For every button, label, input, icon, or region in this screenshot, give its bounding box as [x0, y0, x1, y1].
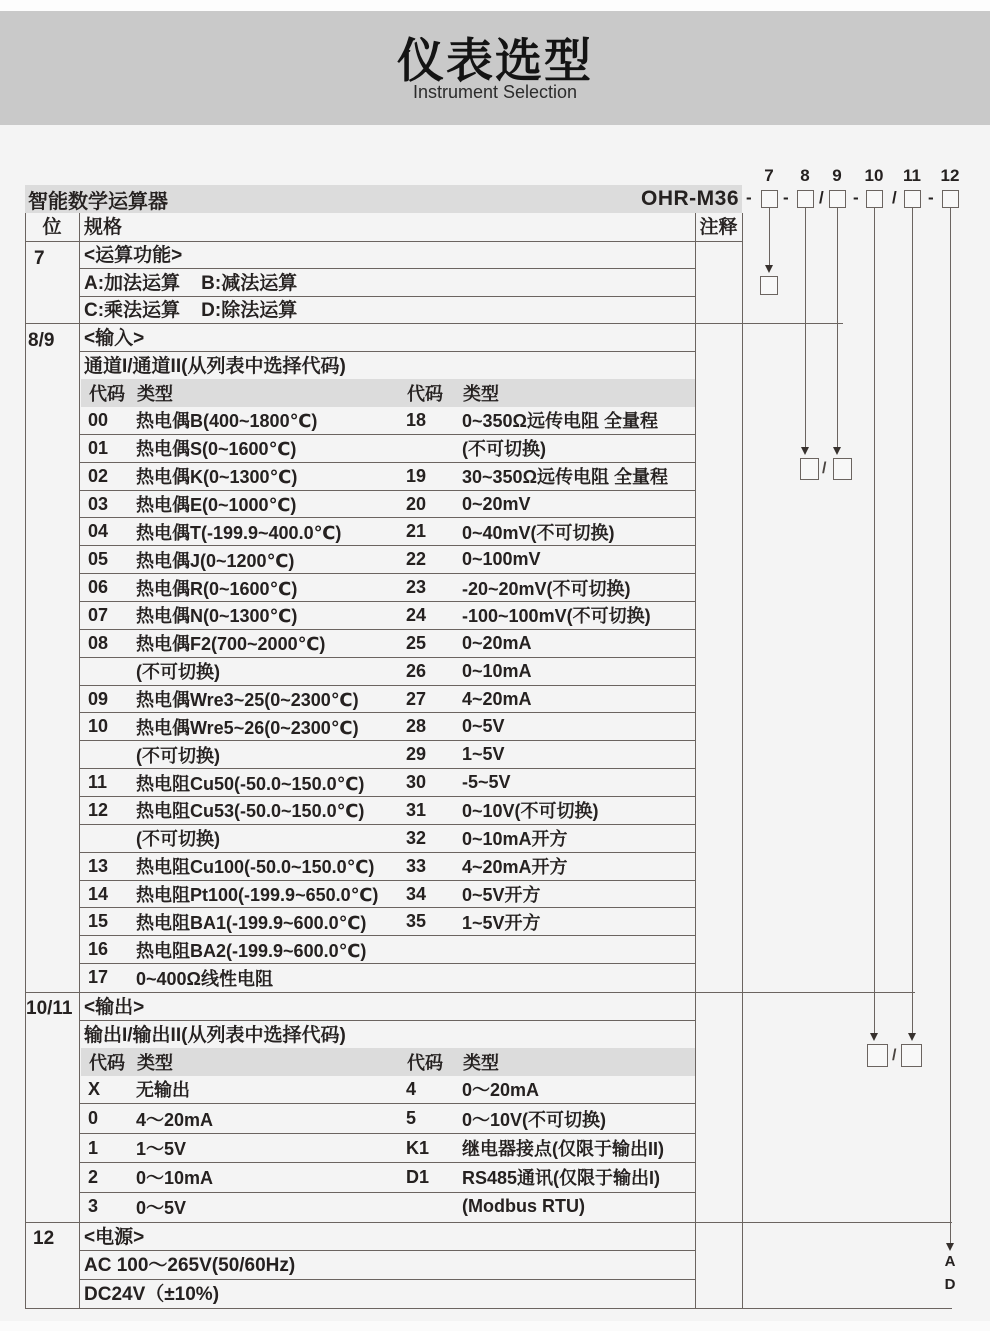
table-row: [80, 825, 695, 853]
table-left-border: [25, 213, 26, 1308]
type-cell: -100~100mV(不可切换): [462, 606, 651, 627]
model-number: OHR-M36: [640, 187, 739, 210]
selector-line-7: [769, 208, 770, 266]
table-row: [80, 686, 695, 714]
table-row: [80, 936, 695, 964]
page-title: 仪表选型: [397, 34, 593, 87]
type-cell: 继电器接点(仅限于输出II): [462, 1139, 664, 1160]
code-cell: 34: [406, 883, 427, 904]
code-separator: -: [928, 188, 934, 207]
power-option-line: DC24V（±10%): [84, 1284, 220, 1305]
type-cell: (不可切换): [136, 662, 220, 683]
table-row: [80, 964, 695, 991]
table-row: [80, 602, 695, 630]
func-option-line: C:乘法运算 D:除法运算: [84, 300, 298, 321]
table-row: [80, 881, 695, 909]
code-cell: 14: [88, 883, 109, 904]
code-cell: 35: [406, 911, 427, 932]
code-cell: 12: [88, 799, 109, 820]
code-cell: 5: [406, 1108, 417, 1129]
code-slot-10: [867, 1044, 888, 1067]
code-cell: 33: [406, 855, 427, 876]
type-cell: 热电偶T(-199.9~400.0℃): [136, 522, 342, 543]
type-cell: 0~10mA: [462, 660, 532, 681]
col-header-type: 类型: [137, 1053, 173, 1073]
col-header-type: 类型: [463, 1053, 499, 1073]
table-row: [80, 518, 695, 546]
type-cell: 热电阻BA2(-199.9~600.0℃): [136, 940, 367, 961]
row-divider: [79, 1279, 695, 1280]
code-separator: -: [783, 188, 789, 207]
table-row: [80, 908, 695, 936]
selector-line-9: [837, 208, 838, 448]
pos-value-10-11: 10/11: [26, 998, 73, 1019]
col-header-code: 代码: [407, 1053, 443, 1073]
code-cell: D1: [406, 1166, 430, 1187]
code-cell: 4: [406, 1078, 417, 1099]
type-cell: 1～5V: [136, 1139, 187, 1160]
down-arrow-icon: [765, 265, 773, 273]
type-cell: 4～20mA: [136, 1109, 214, 1130]
table-bottom-border: [25, 1308, 952, 1309]
model-code-box-7: [761, 190, 778, 208]
table-row: [80, 407, 695, 435]
type-cell: 热电偶J(0~1200℃): [136, 550, 295, 571]
code-cell: 23: [406, 577, 427, 598]
page-subtitle: Instrument Selection: [412, 82, 578, 102]
type-cell: 热电阻BA1(-199.9~600.0℃): [136, 912, 367, 933]
type-cell: 0~20mV: [462, 493, 531, 514]
type-cell: 热电偶F2(700~2000℃): [136, 634, 326, 655]
power-option-line: AC 100～265V(50/60Hz): [84, 1255, 296, 1276]
code-separator: -: [853, 188, 859, 207]
down-arrow-icon: [801, 447, 809, 455]
code-cell: 08: [88, 632, 109, 653]
slot-separator: /: [822, 460, 827, 477]
code-cell: 31: [406, 799, 427, 820]
type-cell: 无输出: [136, 1080, 190, 1101]
code-slot-11: [901, 1044, 922, 1067]
note-column-divider: [695, 213, 696, 1308]
type-cell: 热电阻Cu53(-50.0~150.0℃): [136, 801, 365, 822]
code-separator: /: [892, 188, 897, 207]
row-divider: [79, 1250, 695, 1251]
type-cell: 0～20mA: [462, 1080, 540, 1101]
table-row: [80, 853, 695, 881]
type-cell: 0～10mA: [136, 1168, 214, 1189]
code-cell: 21: [406, 521, 427, 542]
code-cell: 18: [406, 409, 427, 430]
code-cell: K1: [406, 1137, 430, 1158]
output-code-table: [80, 1075, 695, 1221]
type-cell: 热电偶B(400~1800℃): [136, 411, 318, 432]
table-row: [80, 435, 695, 463]
table-row: [80, 630, 695, 658]
code-cell: 1: [88, 1137, 99, 1158]
code-cell: 19: [406, 465, 427, 486]
selector-line-11: [912, 208, 913, 1034]
code-cell: 25: [406, 632, 427, 653]
col-header-type: 类型: [463, 384, 499, 404]
code-cell: 17: [88, 967, 109, 988]
output-table-header: [81, 1048, 695, 1076]
input-code-table: [80, 407, 695, 991]
code-cell: 32: [406, 827, 427, 848]
code-cell: 10: [88, 716, 109, 737]
slot-separator: /: [892, 1047, 897, 1064]
table-right-border: [742, 213, 743, 1308]
product-strip: [25, 185, 742, 213]
top-margin-strip: [0, 0, 990, 11]
code-cell: 09: [88, 688, 109, 709]
type-cell: RS485通讯(仅限于输出I): [462, 1168, 661, 1189]
code-cell: 27: [406, 688, 427, 709]
product-name: 智能数学运算器: [28, 190, 168, 213]
func-title: <运算功能>: [84, 245, 183, 266]
input-table-header: [81, 379, 695, 407]
down-arrow-icon: [833, 447, 841, 455]
table-row: [80, 658, 695, 686]
col-header-code: 代码: [407, 384, 443, 404]
code-cell: 07: [88, 604, 109, 625]
type-cell: 0~10mA开方: [462, 829, 568, 850]
type-cell: (Modbus RTU): [462, 1196, 585, 1217]
type-cell: 0~10V(不可切换): [462, 801, 599, 822]
type-cell: 0~5V开方: [462, 885, 541, 906]
code-cell: 26: [406, 660, 427, 681]
model-code-box-8: [797, 190, 814, 208]
table-row: [80, 1104, 695, 1133]
row-divider: [79, 351, 695, 352]
type-cell: (不可切换): [136, 745, 220, 766]
table-row: [80, 1193, 695, 1221]
type-cell: 热电偶Wre5~26(0~2300℃): [136, 717, 359, 738]
output-title: <输出>: [84, 997, 145, 1018]
type-cell: 热电偶R(0~1600℃): [136, 578, 298, 599]
code-cell: 30: [406, 772, 427, 793]
table-row: [80, 574, 695, 602]
digit-label-12: 12: [940, 166, 960, 185]
table-row: [80, 797, 695, 825]
table-row: [80, 1075, 695, 1104]
type-cell: 热电阻Cu100(-50.0~150.0℃): [136, 857, 375, 878]
bottom-margin-strip: [0, 1321, 990, 1331]
code-cell: X: [88, 1078, 101, 1099]
code-cell: 04: [88, 521, 109, 542]
power-code-a: A: [944, 1253, 956, 1270]
type-cell: 热电阻Pt100(-199.9~650.0℃): [136, 885, 379, 906]
model-code-box-12: [942, 190, 959, 208]
digit-label-10: 10: [864, 166, 884, 185]
row-divider: [79, 1020, 695, 1021]
type-cell: 0~100mV: [462, 549, 541, 570]
type-cell: 1~5V开方: [462, 912, 541, 933]
input-title: <输入>: [84, 328, 145, 349]
type-cell: (不可切换): [136, 829, 220, 850]
model-code-box-9: [829, 190, 846, 208]
group-divider: [25, 992, 915, 993]
code-cell: 29: [406, 744, 427, 765]
group-divider: [25, 1222, 952, 1223]
col-header-pos: 位: [42, 217, 62, 238]
type-cell: 0~400Ω线性电阻: [136, 968, 273, 989]
code-cell: 24: [406, 604, 427, 625]
type-cell: 1~5V: [462, 744, 505, 765]
type-cell: 热电阻Cu50(-50.0~150.0℃): [136, 773, 365, 794]
power-title: <电源>: [84, 1227, 145, 1248]
type-cell: 0~350Ω远传电阻 全量程: [462, 411, 658, 432]
pos-value-7: 7: [34, 248, 45, 269]
table-row: [80, 491, 695, 519]
type-cell: 0~5V: [462, 716, 505, 737]
table-row: [80, 546, 695, 574]
code-slot-7: [760, 276, 778, 295]
model-code-box-10: [866, 190, 883, 208]
col-header-code: 代码: [89, 1053, 125, 1073]
selector-line-10: [874, 208, 875, 1034]
selector-line-8: [805, 208, 806, 448]
code-cell: 00: [88, 409, 109, 430]
input-subtitle: 通道I/通道II(从列表中选择代码): [84, 356, 346, 377]
type-cell: 0~40mV(不可切换): [462, 522, 615, 543]
code-cell: 0: [88, 1108, 99, 1129]
table-row: [80, 463, 695, 491]
down-arrow-icon: [908, 1033, 916, 1041]
code-separator: /: [819, 188, 824, 207]
table-row: [80, 1163, 695, 1192]
col-header-code: 代码: [89, 384, 125, 404]
table-row: [80, 741, 695, 769]
func-option-line: A:加法运算 B:减法运算: [84, 273, 298, 294]
model-code-box-11: [904, 190, 921, 208]
code-cell: 02: [88, 465, 109, 486]
type-cell: -5~5V: [462, 772, 511, 793]
code-cell: 03: [88, 493, 109, 514]
code-cell: 01: [88, 437, 109, 458]
code-cell: 05: [88, 549, 109, 570]
col-header-note: 注释: [699, 217, 738, 238]
down-arrow-icon: [946, 1243, 954, 1251]
code-cell: 11: [88, 772, 108, 793]
digit-label-8: 8: [800, 166, 810, 185]
code-cell: 06: [88, 577, 109, 598]
type-cell: -20~20mV(不可切换): [462, 578, 631, 599]
pos-value-12: 12: [33, 1228, 55, 1249]
type-cell: 0～5V: [136, 1197, 187, 1218]
type-cell: 30~350Ω远传电阻 全量程: [462, 467, 668, 488]
digit-label-9: 9: [832, 166, 842, 185]
type-cell: 4~20mA: [462, 688, 532, 709]
code-slot-8: [800, 458, 819, 480]
type-cell: 4~20mA开方: [462, 857, 568, 878]
type-cell: (不可切换): [462, 439, 546, 460]
code-cell: 22: [406, 549, 427, 570]
table-row: [80, 769, 695, 797]
type-cell: 热电偶Wre3~25(0~2300℃): [136, 690, 359, 711]
type-cell: 0～10V(不可切换): [462, 1109, 607, 1130]
table-row: [80, 713, 695, 741]
output-subtitle: 输出I/输出II(从列表中选择代码): [84, 1025, 346, 1046]
code-cell: 13: [88, 855, 109, 876]
code-cell: 16: [88, 939, 109, 960]
code-slot-9: [833, 458, 852, 480]
type-cell: 热电偶S(0~1600℃): [136, 439, 297, 460]
type-cell: 0~20mA: [462, 632, 532, 653]
pos-value-8-9: 8/9: [28, 330, 55, 351]
digit-label-11: 11: [903, 166, 921, 185]
code-cell: 3: [88, 1196, 99, 1217]
selector-line-12: [950, 208, 951, 1244]
digit-label-7: 7: [764, 166, 774, 185]
code-cell: 15: [88, 911, 109, 932]
code-separator: -: [746, 188, 752, 207]
col-header-type: 类型: [137, 384, 173, 404]
type-cell: 热电偶E(0~1000℃): [136, 495, 297, 515]
code-cell: 28: [406, 716, 427, 737]
type-cell: 热电偶N(0~1300℃): [136, 606, 298, 627]
power-code-d: D: [944, 1276, 956, 1293]
down-arrow-icon: [870, 1033, 878, 1041]
type-cell: 热电偶K(0~1300℃): [136, 467, 298, 488]
table-row: [80, 1134, 695, 1163]
col-header-spec: 规格: [84, 217, 123, 238]
code-cell: 20: [406, 493, 427, 514]
code-cell: 2: [88, 1166, 99, 1187]
